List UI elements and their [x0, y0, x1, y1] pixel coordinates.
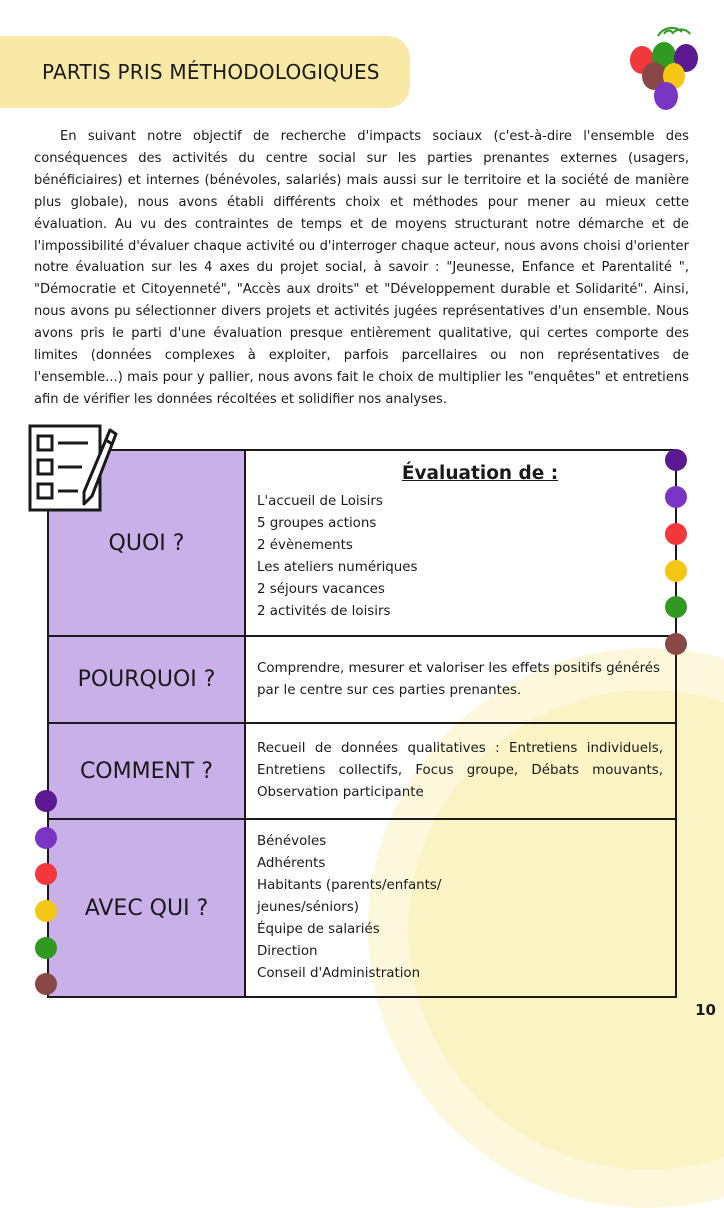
list-item: 5 groupes actions: [257, 516, 377, 532]
list-item: Direction: [257, 943, 318, 959]
list-item: Équipe de salariés: [257, 921, 380, 937]
table-row-pourquoi: [48, 636, 676, 723]
comment-text: Recueil de données qualitatives : Entretiens individuels, Entretiens collectifs, Focus groupe, Débats mouvants, Observation participante: [257, 741, 663, 800]
pourquoi-text: Comprendre, mesurer et valoriser les effets positifs générés par le centre sur ces parties prenantes.: [257, 660, 661, 698]
list-item: Habitants (parents/enfants/: [257, 878, 442, 894]
list-item: 2 activités de loisirs: [257, 603, 391, 619]
label-quoi: QUOI ?: [48, 450, 245, 636]
intro-paragraph: En suivant notre objectif de recherche d'impacts sociaux (c'est-à-dire l'ensemble des conséquences des activités du centre social sur les parties prenantes externes (usagers, bénéficiaires) et internes (bénévoles, salariés) mais aussi sur le territoire et la société de manière plus globale), nous avons établi différents choix et méthodes pour mener au mieux cette évaluation. Au vu des contraintes de temps et de moyens structurant notre démarche et de l'impossibilité d'évaluer chaque activité ou d'interroger chaque acteur, nous avons choisi d'orienter notre évaluation sur les 4 axes du projet social, à savoir : "Jeunesse, Enfance et Parentalité ", "Démocratie et Citoyenneté", "Accès aux droits" et "Développement durable et Solidarité". Ainsi, nous avons pu sélectionner divers projets et activités jugées représentatives d'un ensemble. Nous avons pris le parti d'une évaluation presque entièrement qualitative, qui certes comporte des limites (données complexes à exploiter, parfois parcellaires ou non représentatives de l'ensemble...) mais pour y pallier, nous avons fait le choix de multiplier les "enquêtes" et entretiens afin de vérifier les données récoltées et solidifier nos analyses.: [34, 129, 689, 407]
table-row-avec-qui: [48, 819, 676, 997]
label-avec-qui: AVEC QUI ?: [48, 819, 245, 997]
intro-text: [34, 126, 689, 411]
decorative-dot: [665, 633, 687, 655]
list-item: jeunes/séniors): [257, 900, 359, 916]
grapes-logo-icon: [628, 24, 702, 114]
decorative-dot: [665, 596, 687, 618]
evaluation-heading: Évaluation de :: [401, 463, 559, 485]
decorative-dot: [35, 827, 57, 849]
list-item: 2 séjours vacances: [257, 581, 385, 597]
list-item: Adhérents: [257, 856, 326, 872]
list-item: Bénévoles: [257, 834, 327, 850]
table-row-quoi: [48, 450, 676, 636]
list-item: 2 évènements: [257, 538, 353, 554]
value-quoi: [245, 450, 676, 636]
page-title: PARTIS PRIS MÉTHODOLOGIQUES: [42, 60, 380, 84]
label-pourquoi: POURQUOI ?: [48, 636, 245, 723]
decorative-dot: [35, 937, 57, 959]
methodology-table: [47, 449, 677, 998]
page-number: 10: [695, 1001, 716, 1019]
list-item: Les ateliers numériques: [257, 559, 418, 575]
value-comment: [245, 723, 676, 819]
decorative-dot: [665, 486, 687, 508]
decorative-dot: [35, 973, 57, 995]
list-item: L'accueil de Loisirs: [257, 494, 383, 510]
decorative-dot: [665, 449, 687, 471]
table-row-comment: [48, 723, 676, 819]
list-item: Conseil d'Administration: [257, 965, 421, 981]
value-pourquoi: [245, 636, 676, 723]
label-comment: COMMENT ?: [48, 723, 245, 819]
decorative-dot: [665, 560, 687, 582]
value-avec-qui: [245, 819, 676, 997]
checklist-icon: [26, 422, 118, 514]
decorative-dot: [665, 523, 687, 545]
decorative-dot: [35, 863, 57, 885]
decorative-dot: [35, 900, 57, 922]
decorative-dot: [35, 790, 57, 812]
